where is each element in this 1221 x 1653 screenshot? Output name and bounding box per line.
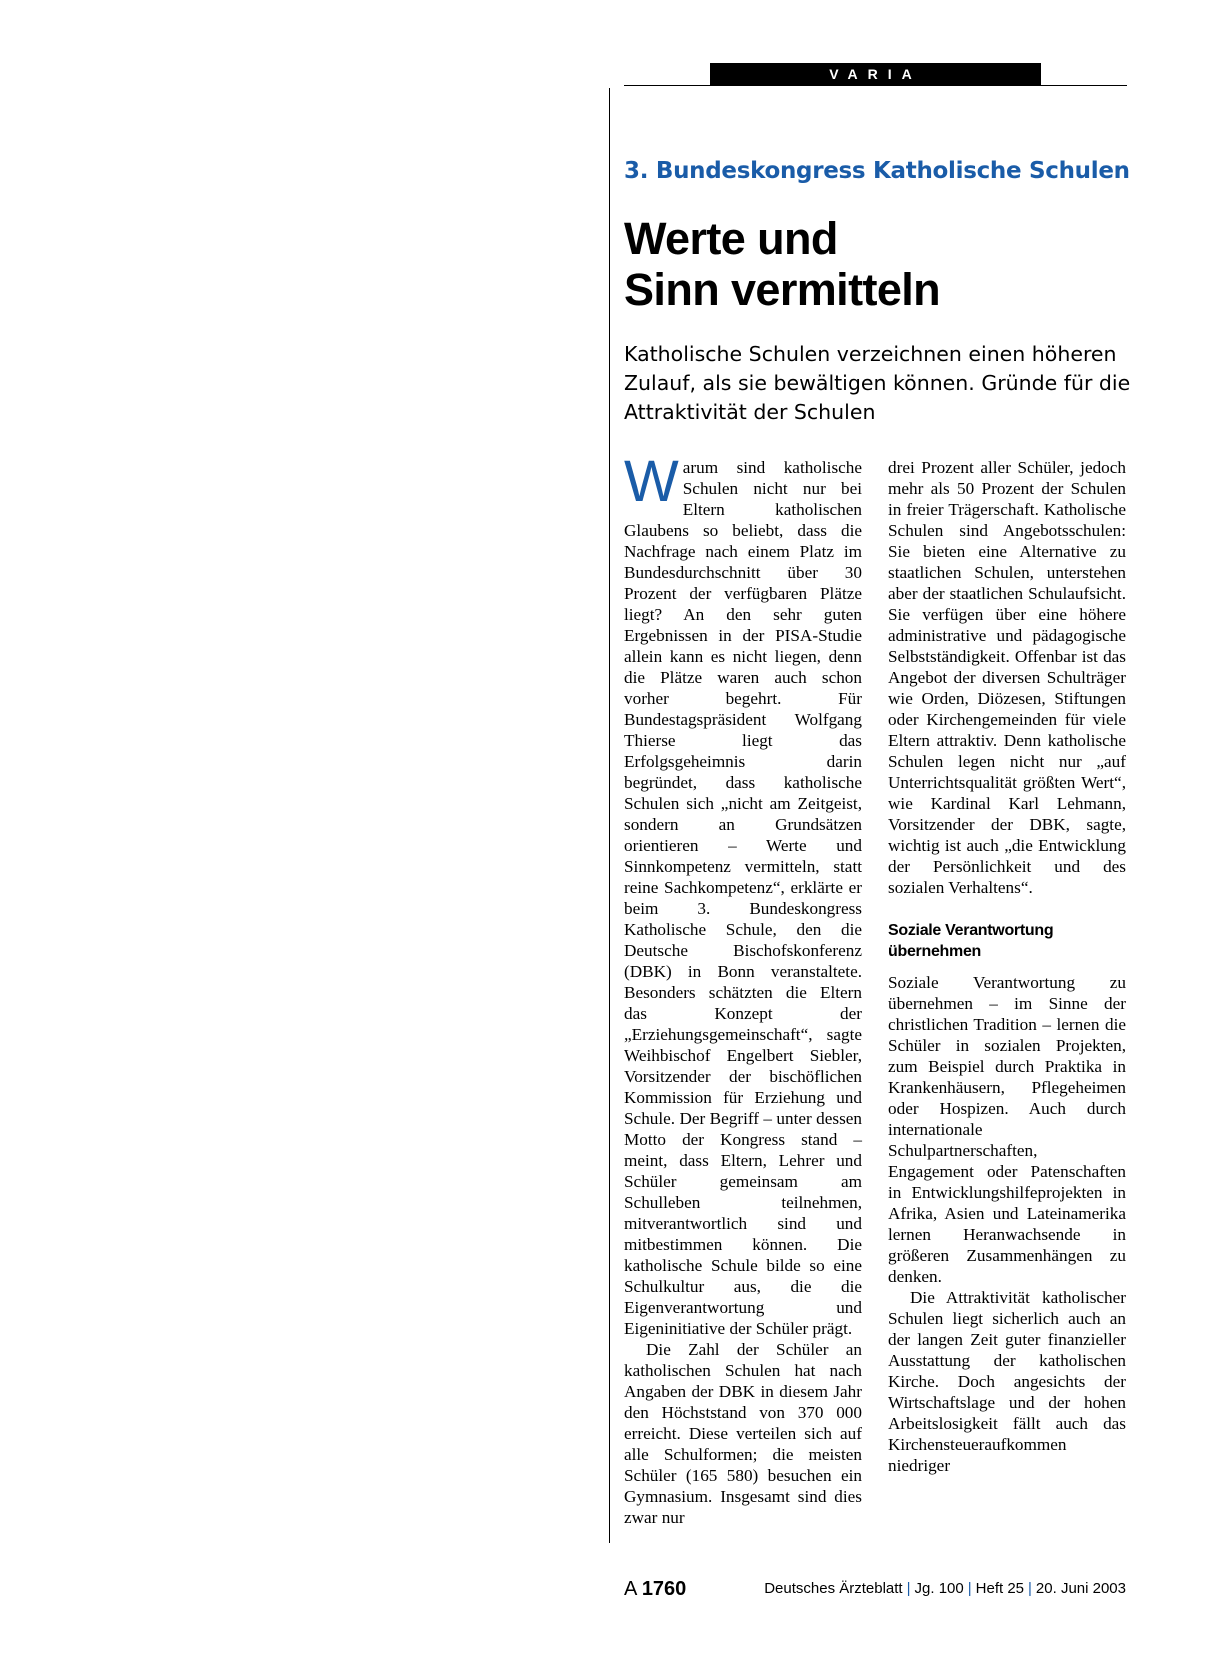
kicker: 3. Bundeskongress Katholische Schulen xyxy=(624,158,1130,184)
top-rule xyxy=(624,85,1127,86)
paragraph: Die Zahl der Schüler an katholischen Schulen hat nach Angaben der DBK in diesem Jahr den Höchststand von 370 000 erreicht. Diese verteilen sich auf alle Schulformen; die meisten Schüler (165 580) besuchen ein Gymnasium. Insgesamt sind dies zwar nur xyxy=(624,1340,862,1527)
separator: | xyxy=(906,1580,911,1597)
page-prefix: A xyxy=(624,1578,637,1600)
separator: | xyxy=(1028,1580,1032,1597)
lead xyxy=(624,340,1131,427)
issue-date: 20. Juni 2003 xyxy=(1035,1580,1126,1597)
headline xyxy=(624,213,940,315)
column-right xyxy=(888,457,1126,1476)
headline-line-1: Werte und xyxy=(624,213,838,264)
subheading: Soziale Verantwortung übernehmen xyxy=(888,922,1054,960)
lead-line-1: Katholische Schulen verzeichnen einen höheren xyxy=(624,342,1117,366)
paragraph: Soziale Verantwortung zu übernehmen – im Sinne der christlichen Tradition – lernen die Schüler in sozialen Projekten, zum Beispiel durch Praktika in Krankenhäusern, Pflegeheimen oder Hospizen. Auch durch internationale Schulpartnerschaften, Engagement oder Patenschaften in Entwicklungshilfeprojekten in Afrika, Asien und Lateinamerika lernen Heranwachsende in größeren Zusammenhängen zu denken. xyxy=(888,973,1126,1286)
paragraph xyxy=(624,449,862,1339)
section-label: VARIA xyxy=(710,63,1041,85)
paragraph: drei Prozent aller Schüler, jedoch mehr als 50 Prozent der Schulen in freier Trägerschaft. Katholische Schulen sind Angebotsschulen: Sie bieten eine Alternative zu staatlichen Schulen, unterstehen aber der staatlichen Schulaufsicht. Sie verfügen über eine höhere administrative und pädagogische Selbstständigkeit. Offenbar ist das Angebot der diversen Schulträger wie Orden, Diözesen, Stiftungen oder Kirchengemeinden für viele Eltern attraktiv. Denn katholische Schulen legen nicht nur „auf Unterrichtsqualität größten Wert“, wie Kardinal Karl Lehmann, Vorsitzender der DBK, sagte, wichtig ist auch „die Entwicklung der Persönlichkeit und des sozialen Verhaltens“. xyxy=(888,458,1126,897)
volume: Jg. 100 xyxy=(914,1580,964,1597)
lead-line-2: Zulauf, als sie bewältigen können. Gründe für die xyxy=(624,371,1131,395)
separator: | xyxy=(967,1580,972,1597)
issue: Heft 25 xyxy=(975,1580,1025,1597)
dropcap: W xyxy=(624,449,679,514)
column-left xyxy=(624,449,862,1528)
headline-line-2: Sinn vermitteln xyxy=(624,264,941,315)
footer-info xyxy=(764,1580,1126,1597)
paragraph: Die Attraktivität katholischer Schulen liegt sicherlich auch an der langen Zeit guter finanzieller Ausstattung der katholischen Kirche. Doch angesichts der Wirtschaftslage und der hohen Arbeitslosigkeit fällt auch das Kirchensteueraufkommen niedriger xyxy=(888,1288,1126,1475)
page-number xyxy=(624,1578,686,1601)
paragraph-text: arum sind katholische Schulen nicht nur bei Eltern katholischen Glaubens so beliebt, dass die Nachfrage nach einem Platz im Bundesdurchschnitt über 30 Prozent der verfügbaren Plätze liegt? An den sehr guten Ergebnissen in der PISA-Studie allein kann es nicht liegen, denn die Plätze waren auch schon vorher begehrt. Für Bundestagspräsident Wolfgang Thierse liegt das Erfolgsgeheimnis darin begründet, dass katholische Schulen sich „nicht am Zeitgeist, sondern an Grundsätzen orientieren – Werte und Sinnkompetenz vermitteln, statt reine Sachkompetenz“, erklärte er beim 3. Bundeskongress Katholische Schule, den die Deutsche Bischofskonferenz (DBK) in Bonn veranstaltete. Besonders schätzten die Eltern das Konzept der „Erziehungsgemeinschaft“, sagte Weihbischof Engelbert Siebler, Vorsitzender der bischöflichen Kommission für Erziehung und Schule. Der Begriff – unter dessen Motto der Kongress stand – meint, dass Eltern, Lehrer und Schüler gemeinsam am Schulleben teilnehmen, mitverantwortlich sind und mitbestimmen können. Die katholische Schule bilde so eine Schulkultur aus, die die Eigenverantwortung und Eigeninitiative der Schüler prägt. xyxy=(624,458,862,1338)
page-number-value: 1760 xyxy=(641,1578,687,1600)
lead-line-3: Attraktivität der Schulen xyxy=(624,400,876,424)
side-rule xyxy=(609,88,610,1543)
journal-name: Deutsches Ärzteblatt xyxy=(764,1580,903,1597)
